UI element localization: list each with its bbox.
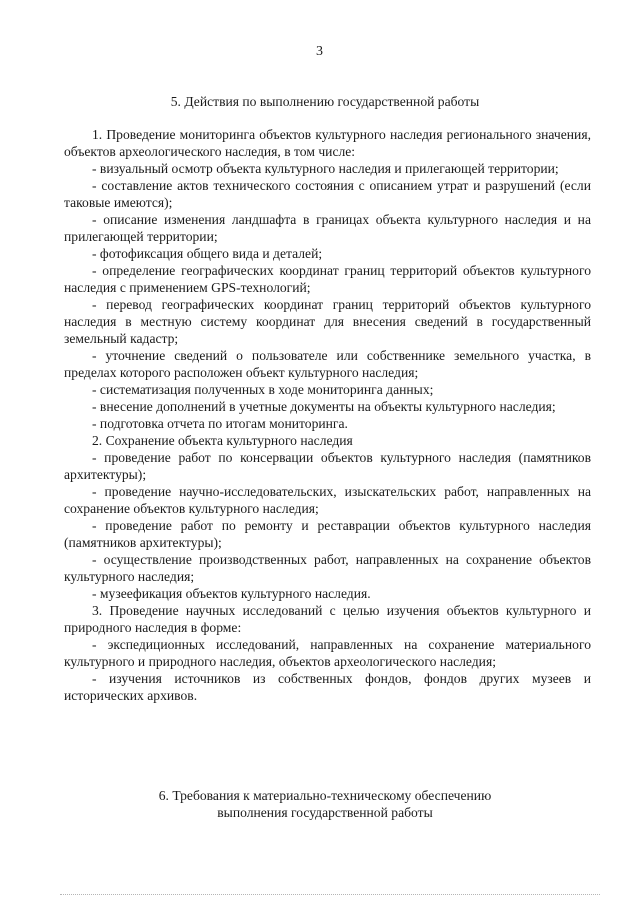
page-number: 3 [316,44,323,59]
paragraph-visual-inspection: - визуальный осмотр объекта культурного наследия и прилегающей территории; [92,161,559,176]
paragraph-item-2-intro: 2. Сохранение объекта культурного наследия [92,433,353,448]
paragraph-record-updates: - внесение дополнений в учетные документы на объекты культурного наследия; [92,399,556,414]
paragraph-landscape-changes: - описание изменения ландшафта в границах объекта культурного наследия и на прилегающей территории; [64,212,591,244]
paragraph-land-owner-info: - уточнение сведений о пользователе или собственнике земельного участка, в пределах которого расположен объект культурного наследия; [64,348,591,380]
paragraph-item-1-intro: 1. Проведение мониторинга объектов культурного наследия регионального значения, объектов археологического наследия, в том числе: [64,127,591,159]
section-6-title-line-1: 6. Требования к материально-техническому обеспечению [158,788,492,803]
paragraph-item-3-intro: 3. Проведение научных исследований с целью изучения объектов культурного и природного наследия в форме: [64,603,591,635]
paragraph-production-works: - осуществление производственных работ, направленных на сохранение объектов культурного наследия; [64,552,591,584]
section-6-title-line-2: выполнения государственной работы [217,805,433,820]
paragraph-report-preparation: - подготовка отчета по итогам мониторинга. [92,416,348,431]
scan-edge-line [60,894,600,895]
section-5-heading [60,93,590,110]
paragraph-conservation: - проведение работ по консервации объектов культурного наследия (памятников архитектуры); [64,450,591,482]
document-body [64,126,591,704]
paragraph-repair-restoration: - проведение работ по ремонту и реставрации объектов культурного наследия (памятников архитектуры); [64,518,591,550]
paragraph-coordinate-transfer: - перевод географических координат границ территорий объектов культурного наследия в местную систему координат для внесения сведений в государственный земельный кадастр; [64,297,591,346]
paragraph-technical-acts: - составление актов технического состояния с описанием утрат и разрушений (если таковые имеются); [64,178,591,210]
paragraph-data-systematization: - систематизация полученных в ходе мониторинга данных; [92,382,434,397]
paragraph-research-works: - проведение научно-исследовательских, изыскательских работ, направленных на сохранение объектов культурного наследия; [64,484,591,516]
paragraph-gps-coordinates: - определение географических координат границ территорий объектов культурного наследия с применением GPS-технологий; [64,263,591,295]
section-6-heading [60,787,590,821]
paragraph-archive-sources: - изучения источников из собственных фондов, фондов других музеев и исторических архивов. [64,671,591,703]
paragraph-expeditions: - экспедиционных исследований, направленных на сохранение материального культурного и природного наследия, объектов археологического наследия; [64,637,591,669]
section-5-title: 5. Действия по выполнению государственной работы [170,94,480,109]
paragraph-museumification: - музеефикация объектов культурного наследия. [92,586,371,601]
paragraph-photo-fixation: - фотофиксация общего вида и деталей; [92,246,323,261]
